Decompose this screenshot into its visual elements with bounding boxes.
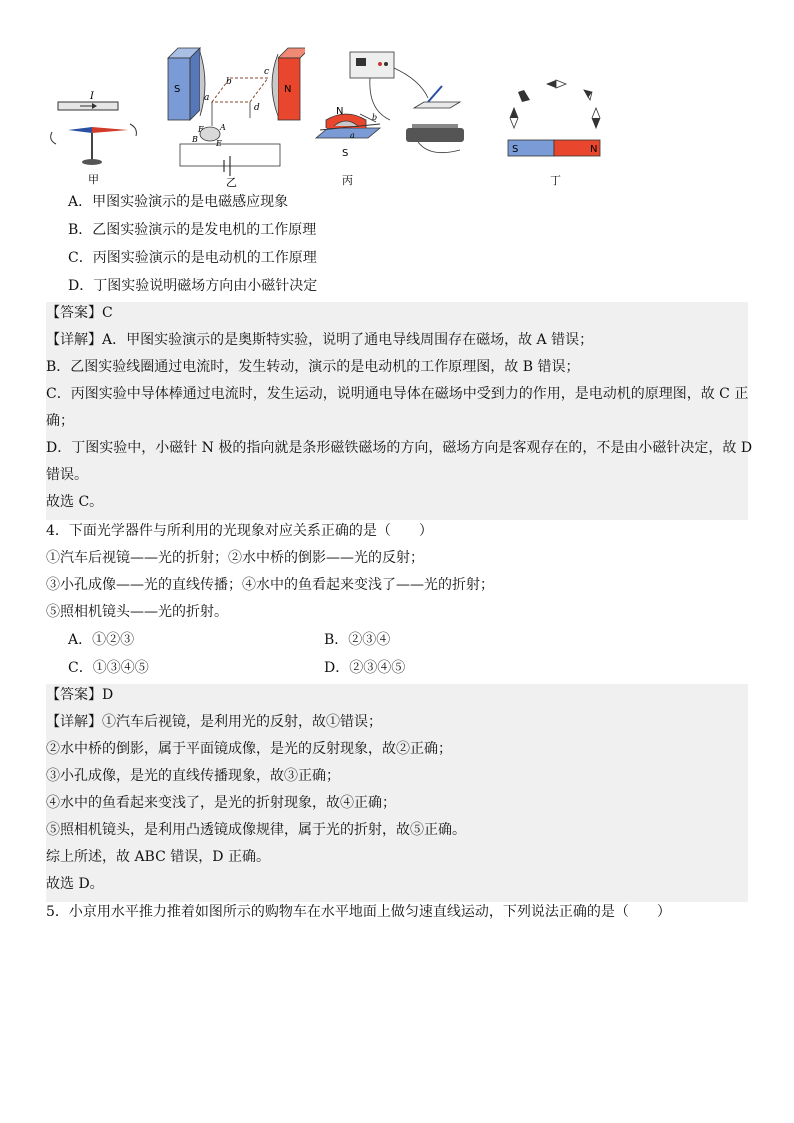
figure-ding <box>500 40 610 190</box>
q5-stem: 5．小京用水平推力推着如图所示的购物车在水平地面上做匀速直线运动，下列说法正确的是（ ） <box>46 904 671 920</box>
current-label: I <box>90 91 94 102</box>
svg-text:A: A <box>220 123 226 132</box>
q3-detail-line: B．乙图实验线圈通过电流时，发生转动，演示的是电动机的工作原理图，故 B 错误； <box>46 359 580 375</box>
q3-option-d: D．丁图实验说明磁场方向由小磁针决定 <box>68 278 318 294</box>
q4-detail-line: ③小孔成像，是光的直线传播现象，故③正确； <box>46 768 340 784</box>
figure-bing <box>310 40 480 190</box>
figure-jia <box>40 40 150 190</box>
svg-text:S: S <box>342 148 349 159</box>
q4-item-line: ⑤照相机镜头——光的折射。 <box>46 604 228 620</box>
svg-text:E: E <box>216 139 222 148</box>
q3-option-a: A．甲图实验演示的是电磁感应现象 <box>68 194 289 210</box>
q3-answer: 【答案】C <box>46 305 113 321</box>
svg-text:a: a <box>204 93 210 103</box>
q4-option-b: B．②③④ <box>324 632 391 648</box>
q4-detail-line: ④水中的鱼看起来变浅了，是光的折射现象，故④正确； <box>46 795 396 811</box>
q3-detail-line: 确； <box>46 413 74 429</box>
q4-item-line: ①汽车后视镜——光的折射；②水中桥的倒影——光的反射； <box>46 550 424 566</box>
svg-text:b: b <box>372 113 378 122</box>
svg-text:b: b <box>226 77 232 87</box>
figure-jia-caption: 甲 <box>88 173 99 186</box>
q4-option-d: D．②③④⑤ <box>324 660 406 676</box>
magnet-n-label: N <box>284 84 292 95</box>
svg-text:a: a <box>350 131 355 140</box>
q4-detail-line: ⑤照相机镜头，是利用凸透镜成像规律，属于光的折射，故⑤正确。 <box>46 822 466 838</box>
svg-text:d: d <box>254 103 260 113</box>
svg-text:N: N <box>336 106 344 117</box>
q3-detail-line: D．丁图实验中，小磁针 N 极的指向就是条形磁铁磁场的方向，磁场方向是客观存在的，不是由小磁针决定，故 D <box>46 440 753 456</box>
q3-option-b: B．乙图实验演示的是发电机的工作原理 <box>68 222 317 238</box>
q4-detail-line: 综上所述，故 ABC 错误，D 正确。 <box>46 849 270 865</box>
q4-option-a: A．①②③ <box>68 632 135 648</box>
svg-text:F: F <box>198 125 204 134</box>
figure-yi-caption: 乙 <box>226 176 237 189</box>
q4-stem: 4．下面光学器件与所利用的光现象对应关系正确的是（ ） <box>46 523 433 539</box>
q3-detail-line: 【详解】A．甲图实验演示的是奥斯特实验，说明了通电导线周围存在磁场，故 A 错误； <box>46 332 594 348</box>
ding-magnet-n: N <box>590 144 598 155</box>
q4-item-line: ③小孔成像——光的直线传播；④水中的鱼看起来变浅了——光的折射； <box>46 577 494 593</box>
svg-text:c: c <box>264 67 270 77</box>
ding-magnet-s: S <box>512 144 519 155</box>
q4-answer: 【答案】D <box>46 687 114 703</box>
q4-option-c: C．①③④⑤ <box>68 660 149 676</box>
q3-detail-line: 错误。 <box>46 467 88 483</box>
magnet-s-label: S <box>174 84 181 95</box>
q4-detail-line: 故选 D。 <box>46 876 104 892</box>
q3-detail-line: C．丙图实验中导体棒通过电流时，发生运动，说明通电导体在磁场中受到力的作用，是电动机的原理图，故 C 正 <box>46 386 749 402</box>
q4-detail-line: 【详解】①汽车后视镜，是利用光的反射，故①错误； <box>46 714 382 730</box>
q3-option-c: C．丙图实验演示的是电动机的工作原理 <box>68 250 317 266</box>
figure-row <box>40 40 660 190</box>
figure-yi <box>160 40 305 190</box>
q4-detail-line: ②水中桥的倒影，属于平面镜成像，是光的反射现象，故②正确； <box>46 741 452 757</box>
svg-text:B: B <box>192 135 198 144</box>
q3-detail-line: 故选 C。 <box>46 494 104 510</box>
figure-ding-caption: 丁 <box>550 174 561 187</box>
figure-bing-caption: 丙 <box>342 174 353 187</box>
